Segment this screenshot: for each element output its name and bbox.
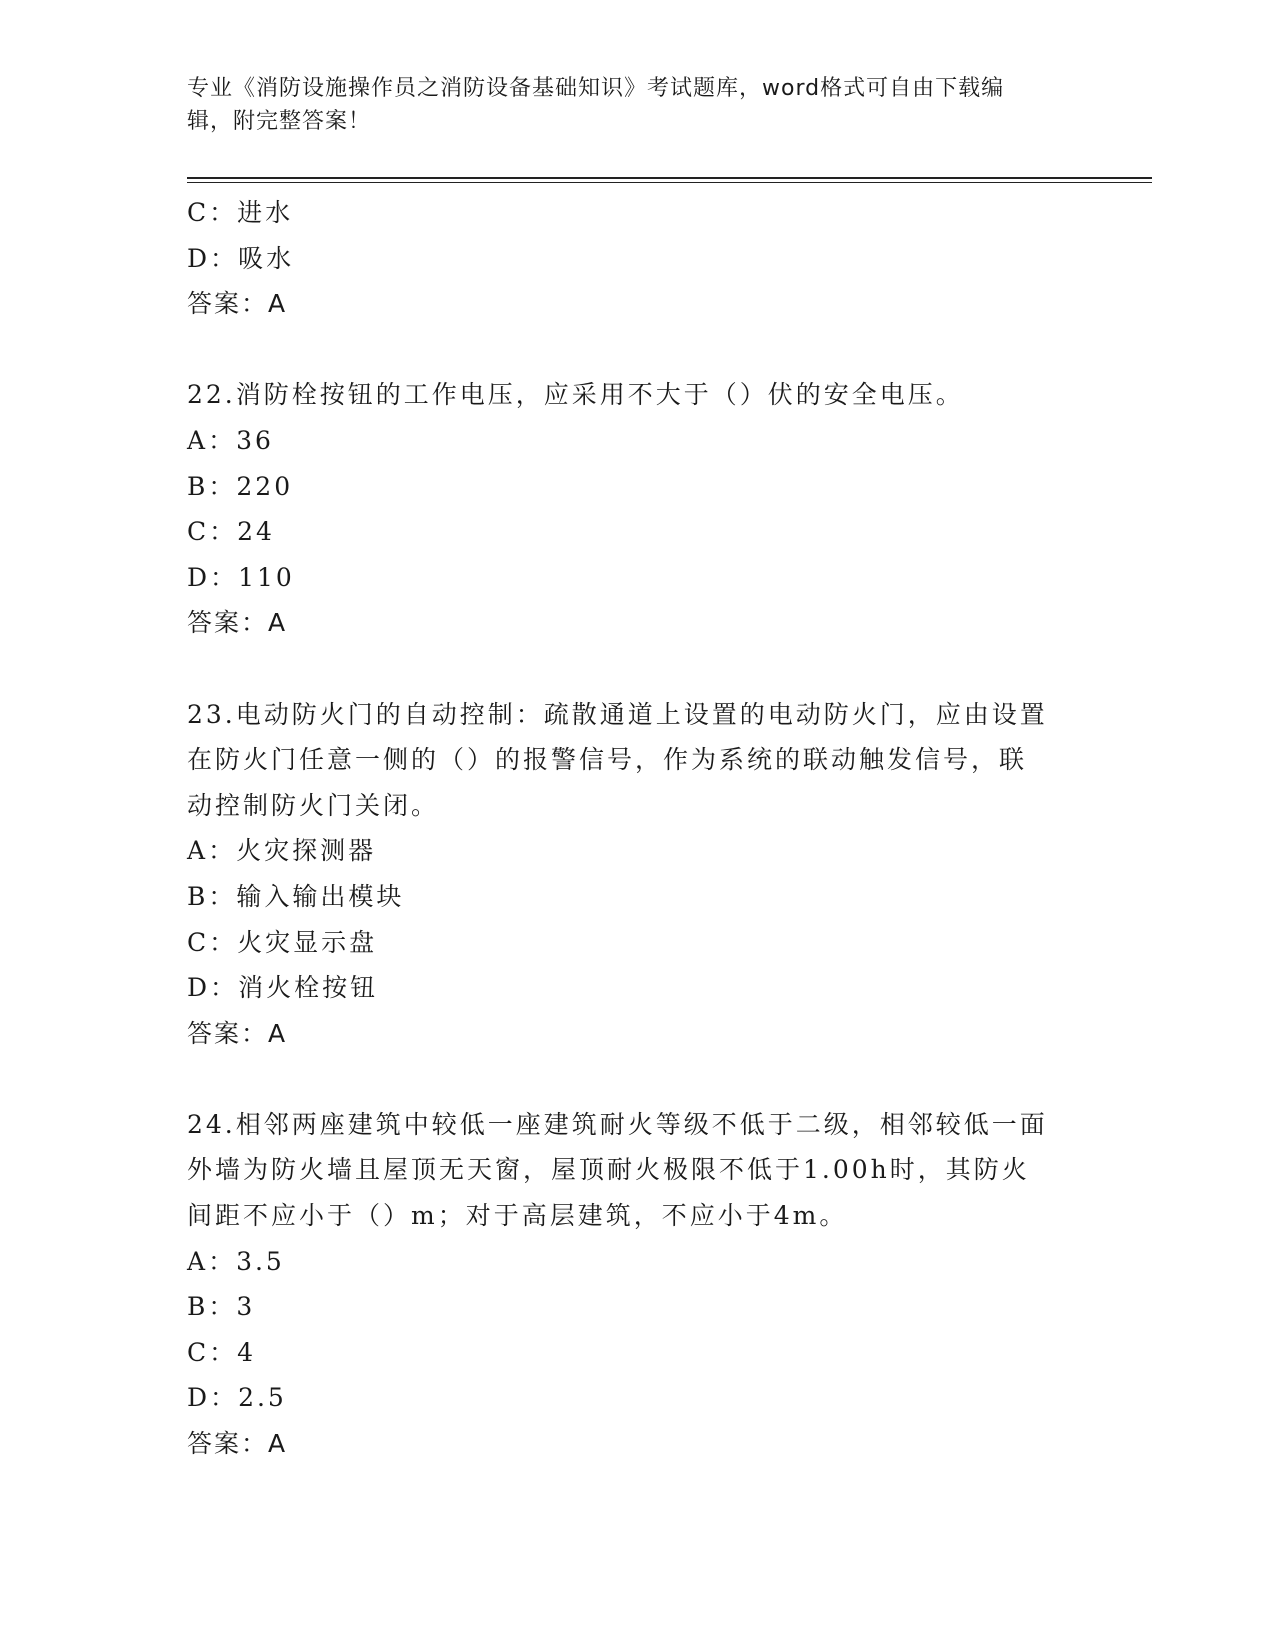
question-stem-line: 23.电动防火门的自动控制：疏散通道上设置的电动防火门，应由设置 <box>187 699 1048 729</box>
answer-line: 答案：A <box>187 1429 288 1459</box>
header-line-1: 专业《消防设施操作员之消防设备基础知识》考试题库，word格式可自由下载编 <box>187 76 1005 101</box>
question-stem-line: 动控制防火门关闭。 <box>187 790 440 820</box>
document-header <box>187 72 1087 138</box>
question-stem-line: 间距不应小于（）m；对于高层建筑，不应小于4m。 <box>187 1201 848 1231</box>
question-stem-line: 24.相邻两座建筑中较低一座建筑耐火等级不低于二级，相邻较低一面 <box>187 1109 1048 1139</box>
option-c: C：4 <box>187 1337 257 1367</box>
question-list <box>187 190 1087 1467</box>
option-b: B：输入输出模块 <box>187 881 405 911</box>
option-c: C：24 <box>187 517 275 547</box>
answer-line: 答案：A <box>187 1018 288 1048</box>
option-b: B：3 <box>187 1292 256 1322</box>
option-d: D：消火栓按钮 <box>187 973 379 1003</box>
header-rule-thin <box>187 182 1152 183</box>
answer-line: 答案：A <box>187 608 288 638</box>
header-rule-thick <box>187 177 1152 179</box>
option-c: C：火灾显示盘 <box>187 927 378 957</box>
question-stem-line: 在防火门任意一侧的（）的报警信号，作为系统的联动触发信号，联 <box>187 745 1028 775</box>
question-24 <box>187 1102 1087 1467</box>
option-d: D：吸水 <box>187 243 295 273</box>
option-a: A：36 <box>187 425 274 455</box>
answer-line: 答案：A <box>187 289 288 319</box>
option-c: C：进水 <box>187 198 294 227</box>
question-partial <box>187 190 1087 327</box>
option-d: D：2.5 <box>187 1383 287 1413</box>
option-a: A：火灾探测器 <box>187 836 377 866</box>
question-23 <box>187 692 1087 1057</box>
question-22 <box>187 372 1087 646</box>
header-line-2: 辑，附完整答案！ <box>187 109 372 134</box>
option-d: D：110 <box>187 562 295 592</box>
question-stem-line: 外墙为防火墙且屋顶无天窗，屋顶耐火极限不低于1.00h时，其防火 <box>187 1155 1030 1185</box>
question-stem-line: 22.消防栓按钮的工作电压，应采用不大于（）伏的安全电压。 <box>187 380 964 410</box>
option-a: A：3.5 <box>187 1246 285 1276</box>
option-b: B：220 <box>187 471 294 501</box>
